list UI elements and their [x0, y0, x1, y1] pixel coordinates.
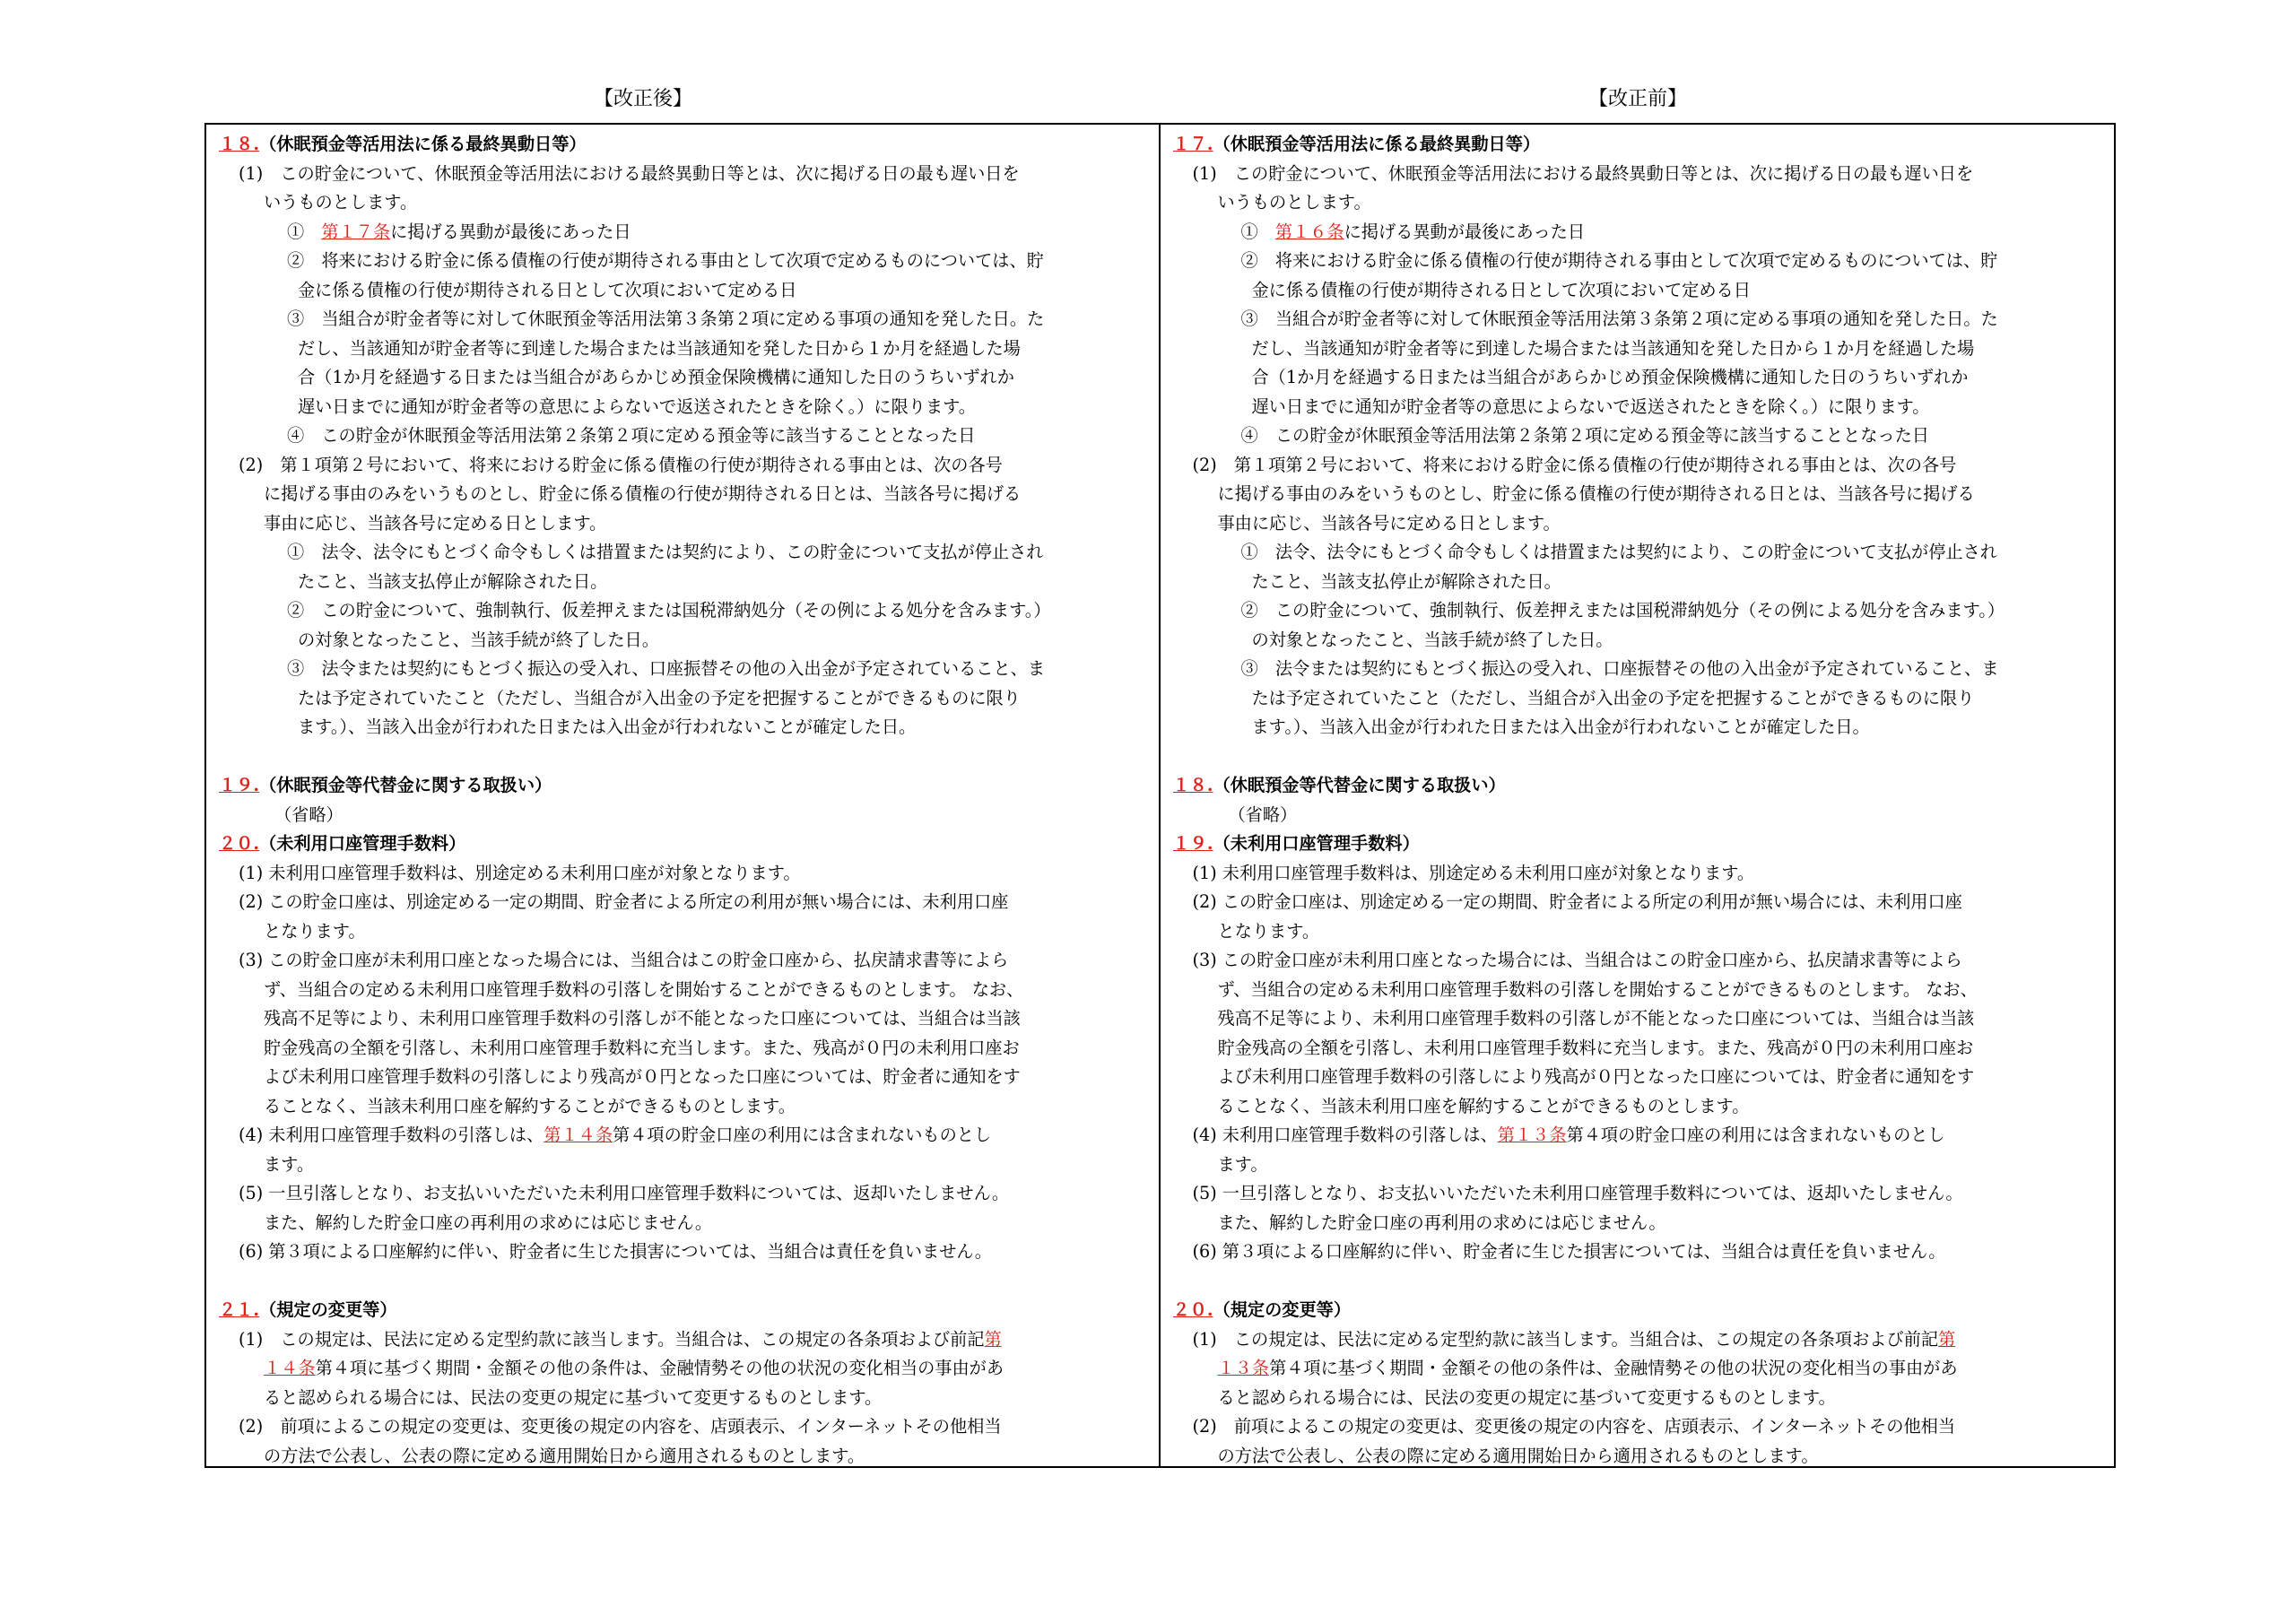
- paragraph-line: よび未利用口座管理手数料の引落しにより残高が０円となった口座については、貯金者に通知をす: [264, 1066, 1021, 1087]
- list-item-continued: 合（1か月を経過する日または当組合があらかじめ預金保険機構に通知した日のうちいずれか: [1251, 367, 1969, 387]
- section-heading: [1173, 829, 2106, 859]
- spacer: [219, 1267, 1150, 1297]
- paragraph-line: (3) この貯金口座が未利用口座となった場合には、当組合はこの貯金口座から、払戻請求書等によら: [1192, 950, 1962, 970]
- paragraph-line: ることなく、当該未利用口座を解約することができるものとします。: [1217, 1095, 1750, 1116]
- paragraph-text: 第４項に基づく期間・金額その他の条件は、金融情勢その他の状況の変化相当の事由があ: [315, 1358, 1004, 1378]
- article-reference: 第１６条: [1274, 221, 1344, 242]
- list-item-continued: 遅い日までに通知が貯金者等の意思によらないで返送されたときを除く。）に限ります。: [298, 395, 976, 417]
- list-item: ② この貯金について、強制執行、仮差押えまたは国税滞納処分（その例による処分を含みます。）: [287, 600, 1051, 621]
- column-before: [1161, 125, 2115, 1466]
- list-item: ③ 当組合が貯金者等に対して休眠預金等活用法第３条第２項に定める事項の通知を発した日。た: [1240, 308, 1998, 329]
- article-reference: 第: [1938, 1328, 1956, 1350]
- header-before: 【改正前】: [1587, 88, 1687, 110]
- omitted-note: （省略）: [1228, 803, 1298, 825]
- paragraph-line: [219, 1354, 1150, 1384]
- paragraph-line: に掲げる事由のみをいうものとし、貯金に係る債権の行使が期待される日とは、当該各号に掲げる: [264, 483, 1022, 504]
- section-heading: [1173, 771, 2106, 801]
- column-after: [206, 125, 1161, 1466]
- paragraph-line: 残高不足等により、未利用口座管理手数料の引落しが不能となった口座については、当組合は当該: [1217, 1008, 1975, 1029]
- list-item-continued: 金に係る債権の行使が期待される日として次項において定める日: [298, 279, 797, 300]
- paragraph-line: (3) この貯金口座が未利用口座となった場合には、当組合はこの貯金口座から、払戻請求書等によら: [239, 950, 1009, 970]
- section-title: （未利用口座管理手数料）: [1213, 833, 1420, 854]
- list-item-continued: ます。）、当該入出金が行われた日または入出金が行われないことが確定した日。: [298, 716, 917, 737]
- paragraph-line: となります。: [1217, 920, 1320, 942]
- list-item-continued: 金に係る債権の行使が期待される日として次項において定める日: [1251, 279, 1751, 300]
- list-item-continued: だし、当該通知が貯金者等に到達した場合または当該通知を発した日から１か月を経過した場: [1251, 337, 1975, 359]
- list-marker: ①: [287, 221, 322, 242]
- article-reference: １４条: [264, 1358, 316, 1378]
- section-number: ２１.: [219, 1299, 260, 1320]
- section-number: ２０.: [1172, 1299, 1213, 1320]
- list-item: ③ 法令または契約にもとづく振込の受入れ、口座振替その他の入出金が予定されていること、ま: [1240, 658, 1999, 679]
- paragraph-line: いうものとします。: [264, 192, 418, 213]
- paragraph-line: (2) 前項によるこの規定の変更は、変更後の規定の内容を、店頭表示、インターネットその他相当: [239, 1416, 1002, 1437]
- paragraph-text: (1) この規定は、民法に定める定型約款に該当します。当組合は、この規定の各条項および前記: [1192, 1328, 1939, 1350]
- paragraph-text: (4) 未利用口座管理手数料の引落しは、: [239, 1125, 544, 1145]
- article-reference: 第１３条: [1497, 1125, 1567, 1145]
- section-title: （休眠預金等活用法に係る最終異動日等）: [259, 134, 587, 154]
- paragraph-line: (2) この貯金口座は、別途定める一定の期間、貯金者による所定の利用が無い場合には、未利用口座: [1192, 891, 1962, 912]
- paragraph-line: の方法で公表し、公表の際に定める適用開始日から適用されるものとします。: [264, 1445, 865, 1466]
- list-item-continued: だし、当該通知が貯金者等に到達した場合または当該通知を発した日から１か月を経過した場: [298, 337, 1021, 359]
- header-after: 【改正後】: [593, 88, 692, 110]
- paragraph-line: 事由に応じ、当該各号に定める日とします。: [1217, 512, 1561, 534]
- section-number: １７.: [1172, 134, 1213, 154]
- list-marker: ①: [1240, 221, 1275, 242]
- list-item: ④ この貯金が休眠預金等活用法第２条第２項に定める預金等に該当することとなった日: [1240, 425, 1929, 446]
- paragraph-line: 事由に応じ、当該各号に定める日とします。: [264, 512, 607, 534]
- list-item: ③ 当組合が貯金者等に対して休眠預金等活用法第３条第２項に定める事項の通知を発した日。た: [287, 308, 1045, 329]
- section-heading: [219, 829, 1150, 859]
- paragraph-line: の方法で公表し、公表の際に定める適用開始日から適用されるものとします。: [1217, 1445, 1819, 1466]
- paragraph-line: 貯金残高の全額を引落し、未利用口座管理手数料に充当します。また、残高が０円の未利用口座お: [1217, 1037, 1974, 1058]
- paragraph-line: (5) 一旦引落しとなり、お支払いいただいた未利用口座管理手数料については、返却いたしません。: [1192, 1183, 1963, 1203]
- paragraph-line: (1) この貯金について、休眠預金等活用法における最終異動日等とは、次に掲げる日の最も遅い日を: [1192, 162, 1974, 184]
- paragraph-line: (1) この貯金について、休眠預金等活用法における最終異動日等とは、次に掲げる日の最も遅い日を: [239, 162, 1020, 184]
- paragraph-line: [1173, 1354, 2106, 1384]
- list-item-continued: たは予定されていたこと（ただし、当組合が入出金の予定を把握することができるものに限り: [298, 687, 1021, 708]
- list-item-continued: たこと、当該支払停止が解除された日。: [298, 570, 608, 592]
- paragraph-text: (1) この規定は、民法に定める定型約款に該当します。当組合は、この規定の各条項および前記: [239, 1328, 985, 1350]
- section-heading: [219, 771, 1150, 801]
- section-title: （休眠預金等代替金に関する取扱い）: [1213, 775, 1506, 795]
- list-text: に掲げる異動が最後にあった日: [390, 221, 631, 242]
- section-heading: [1173, 1296, 2106, 1325]
- section-number: １９.: [219, 775, 260, 795]
- paragraph-line: また、解約した貯金口座の再利用の求めには応じません。: [1217, 1211, 1666, 1233]
- list-item-continued: の対象となったこと、当該手続が終了した日。: [1251, 629, 1613, 650]
- list-item: ② 将来における貯金に係る債権の行使が期待される事由として次項で定めるものについては、貯: [1240, 250, 1998, 271]
- paragraph-line: (6) 第３項による口座解約に伴い、貯金者に生じた損害については、当組合は責任を負いません。: [1192, 1241, 1946, 1262]
- section-title: （規定の変更等）: [1213, 1299, 1352, 1320]
- paragraph-line: ず、当組合の定める未利用口座管理手数料の引落しを開始することができるものとします。 なお、: [1217, 978, 1978, 1000]
- paragraph-line: [1173, 1121, 2106, 1151]
- section-title: （休眠預金等代替金に関する取扱い）: [259, 775, 552, 795]
- paragraph-line: 残高不足等により、未利用口座管理手数料の引落しが不能となった口座については、当組合は当該: [264, 1008, 1021, 1029]
- list-item: [1173, 218, 2106, 248]
- paragraph-line: よび未利用口座管理手数料の引落しにより残高が０円となった口座については、貯金者に通知をす: [1217, 1066, 1975, 1087]
- paragraph-text: 第４項の貯金口座の利用には含まれないものとし: [613, 1125, 992, 1145]
- section-title: （未利用口座管理手数料）: [259, 833, 466, 854]
- paragraph-line: に掲げる事由のみをいうものとし、貯金に係る債権の行使が期待される日とは、当該各号に掲げる: [1217, 483, 1975, 504]
- article-reference: １３条: [1217, 1358, 1270, 1378]
- paragraph-line: [1173, 1325, 2106, 1355]
- paragraph-text: 第４項に基づく期間・金額その他の条件は、金融情勢その他の状況の変化相当の事由があ: [1269, 1358, 1958, 1378]
- list-item: ② この貯金について、強制執行、仮差押えまたは国税滞納処分（その例による処分を含みます。）: [1240, 600, 2005, 621]
- article-reference: 第: [984, 1328, 1002, 1350]
- comparison-table: [204, 123, 2116, 1468]
- paragraph-line: (5) 一旦引落しとなり、お支払いいただいた未利用口座管理手数料については、返却いたしません。: [239, 1183, 1010, 1203]
- paragraph-line: また、解約した貯金口座の再利用の求めには応じません。: [264, 1211, 713, 1233]
- list-item: ② 将来における貯金に係る債権の行使が期待される事由として次項で定めるものについては、貯: [287, 250, 1044, 271]
- paragraph-line: ず、当組合の定める未利用口座管理手数料の引落しを開始することができるものとします。 なお、: [264, 978, 1024, 1000]
- omitted-note: （省略）: [274, 803, 344, 825]
- paragraph-line: いうものとします。: [1217, 192, 1371, 213]
- paragraph-text: 第４項の貯金口座の利用には含まれないものとし: [1566, 1125, 1945, 1145]
- list-item: ① 法令、法令にもとづく命令もしくは措置または契約により、この貯金について支払が停止され: [1240, 542, 1997, 562]
- list-item-continued: 遅い日までに通知が貯金者等の意思によらないで返送されたときを除く。）に限ります。: [1251, 395, 1930, 417]
- section-title: （休眠預金等活用法に係る最終異動日等）: [1213, 134, 1541, 154]
- paragraph-line: [219, 1121, 1150, 1151]
- paragraph-line: (2) 前項によるこの規定の変更は、変更後の規定の内容を、店頭表示、インターネットその他相当: [1192, 1416, 1956, 1437]
- section-heading: [219, 130, 1150, 160]
- list-item: ③ 法令または契約にもとづく振込の受入れ、口座振替その他の入出金が予定されていること、ま: [287, 658, 1046, 679]
- paragraph-line: 貯金残高の全額を引落し、未利用口座管理手数料に充当します。また、残高が０円の未利用口座お: [264, 1037, 1020, 1058]
- paragraph-line: ると認められる場合には、民法の変更の規定に基づいて変更するものとします。: [1217, 1386, 1836, 1408]
- paragraph-line: (2) 第１項第２号において、将来における貯金に係る債権の行使が期待される事由とは、次の各号: [239, 454, 1003, 475]
- paragraph-line: ることなく、当該未利用口座を解約することができるものとします。: [264, 1095, 796, 1116]
- section-heading: [1173, 130, 2106, 160]
- paragraph-line: (1) 未利用口座管理手数料は、別途定める未利用口座が対象となります。: [1192, 862, 1755, 883]
- list-item: ① 法令、法令にもとづく命令もしくは措置または契約により、この貯金について支払が停止され: [287, 542, 1044, 562]
- list-item-continued: 合（1か月を経過する日または当組合があらかじめ預金保険機構に通知した日のうちいずれか: [298, 367, 1014, 387]
- paragraph-line: (2) 第１項第２号において、将来における貯金に係る債権の行使が期待される事由とは、次の各号: [1192, 454, 1957, 475]
- paragraph-line: (6) 第３項による口座解約に伴い、貯金者に生じた損害については、当組合は責任を負いません。: [239, 1241, 992, 1262]
- section-heading: [219, 1296, 1150, 1325]
- section-number: １９.: [1172, 833, 1213, 854]
- spacer: [1173, 743, 2106, 772]
- article-reference: 第１４条: [544, 1125, 613, 1145]
- section-number: １８.: [219, 134, 260, 154]
- paragraph-line: ます。: [1217, 1153, 1268, 1175]
- list-item-continued: ます。）、当該入出金が行われた日または入出金が行われないことが確定した日。: [1251, 716, 1870, 737]
- paragraph-line: ると認められる場合には、民法の変更の規定に基づいて変更するものとします。: [264, 1386, 883, 1408]
- list-item: [219, 218, 1150, 248]
- list-item: ④ この貯金が休眠預金等活用法第２条第２項に定める預金等に該当することとなった日: [287, 425, 976, 446]
- paragraph-line: (2) この貯金口座は、別途定める一定の期間、貯金者による所定の利用が無い場合には、未利用口座: [239, 891, 1009, 912]
- section-title: （規定の変更等）: [259, 1299, 397, 1320]
- list-item-continued: たは予定されていたこと（ただし、当組合が入出金の予定を把握することができるものに限り: [1251, 687, 1975, 708]
- spacer: [219, 743, 1150, 772]
- paragraph-line: (1) 未利用口座管理手数料は、別途定める未利用口座が対象となります。: [239, 862, 801, 883]
- spacer: [1173, 1267, 2106, 1297]
- list-item-continued: の対象となったこと、当該手続が終了した日。: [298, 629, 659, 650]
- paragraph-text: (4) 未利用口座管理手数料の引落しは、: [1192, 1125, 1498, 1145]
- article-reference: 第１７条: [321, 221, 391, 242]
- section-number: ２０.: [219, 833, 260, 854]
- paragraph-line: となります。: [264, 920, 366, 942]
- section-number: １８.: [1172, 775, 1213, 795]
- paragraph-line: ます。: [264, 1153, 315, 1175]
- paragraph-line: [219, 1325, 1150, 1355]
- list-text: に掲げる異動が最後にあった日: [1344, 221, 1586, 242]
- list-item-continued: たこと、当該支払停止が解除された日。: [1251, 570, 1561, 592]
